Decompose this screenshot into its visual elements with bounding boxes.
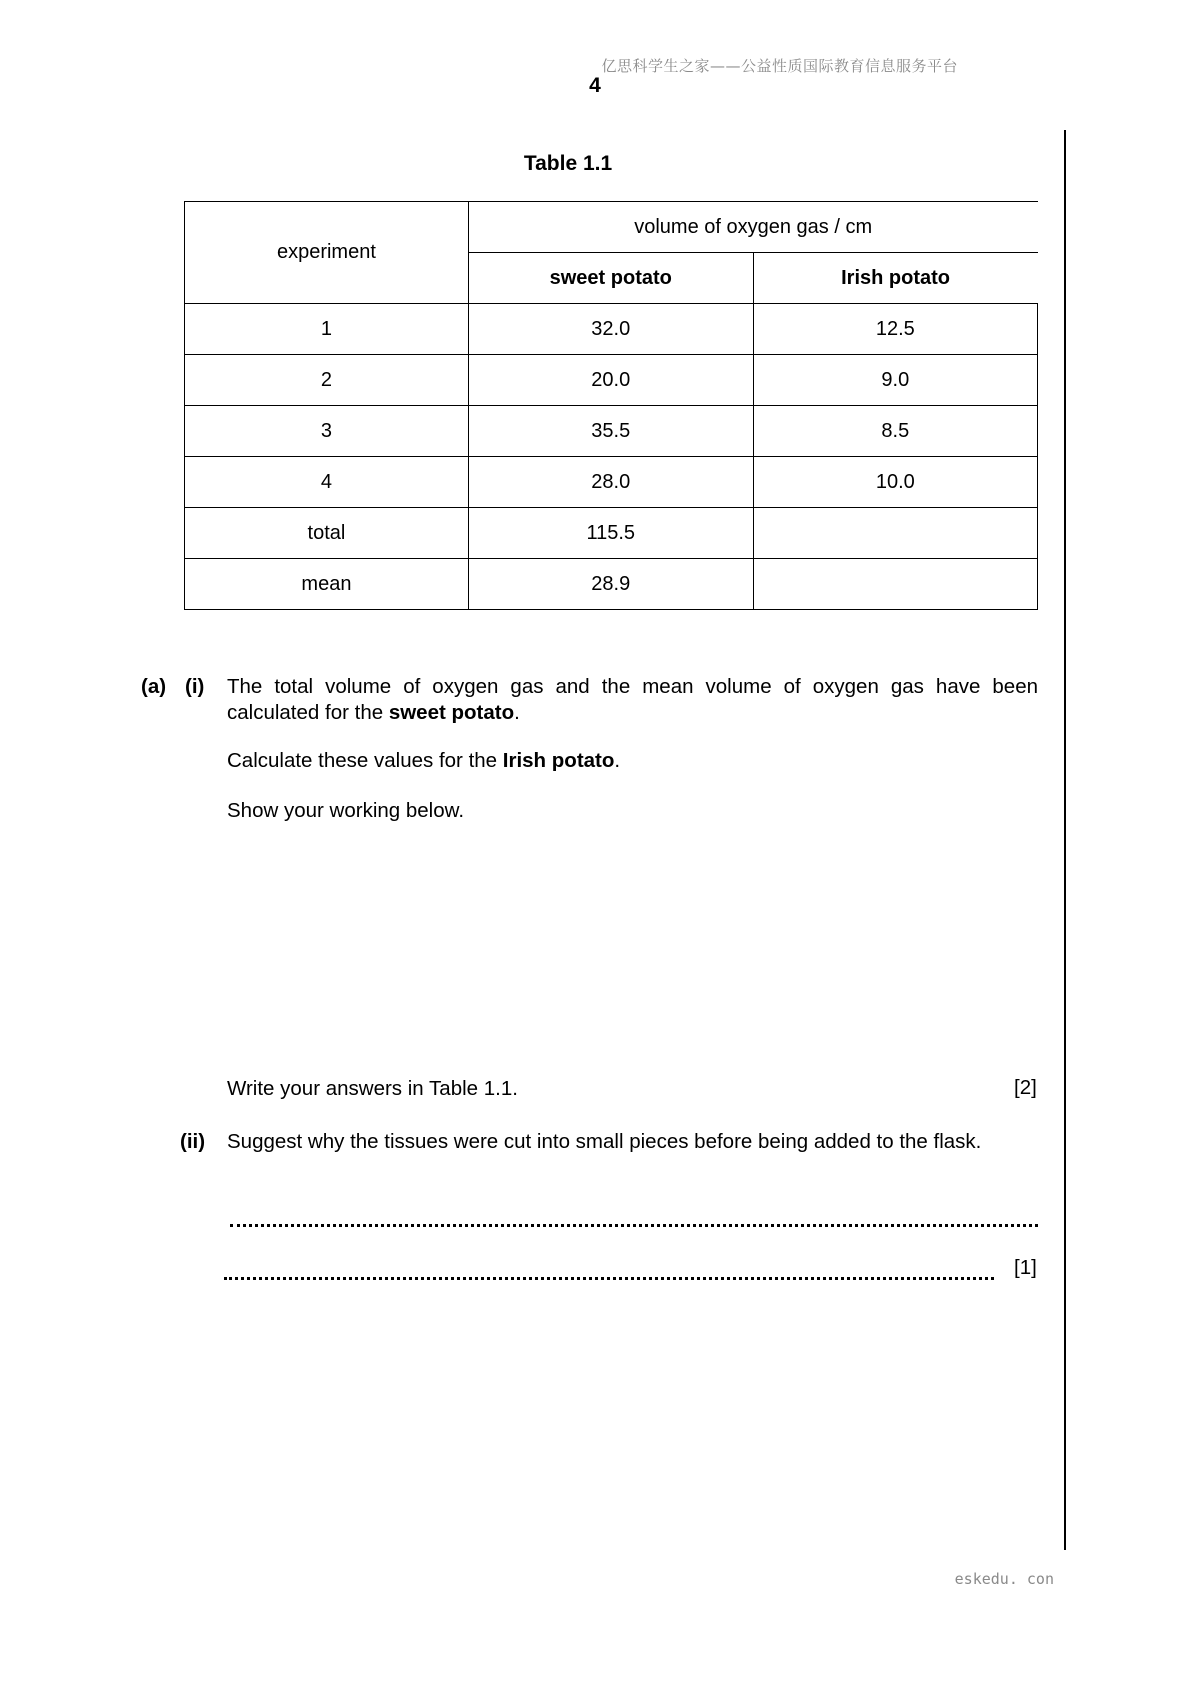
intro-bold: sweet potato <box>388 701 515 724</box>
table-row <box>185 355 1038 406</box>
calc-end: . <box>614 749 621 772</box>
question-a-ii-text: Suggest why the tissues were cut into small pieces before being added to the flask. <box>227 1130 982 1153</box>
header-watermark: 亿思科学生之家——公益性质国际教育信息服务平台 <box>601 57 958 75</box>
question-a-answers: Write your answers in Table 1.1. <box>227 1077 518 1100</box>
row-label: total <box>185 508 469 559</box>
table-header-volume: volume of oxygen gas / cm <box>468 202 1037 253</box>
row-label: 2 <box>185 355 469 406</box>
sweet-value: 35.5 <box>468 406 753 457</box>
sweet-total: 115.5 <box>468 508 753 559</box>
question-label-a: (a) <box>141 675 167 698</box>
sweet-value: 28.0 <box>468 457 753 508</box>
table-row <box>185 406 1038 457</box>
sweet-mean: 28.9 <box>468 559 753 610</box>
irish-mean-blank <box>753 559 1037 610</box>
table-row-total <box>185 508 1038 559</box>
footer-site: eskedu. con <box>954 1570 1054 1588</box>
calc-bold: Irish potato <box>502 749 615 772</box>
table-header-irish-potato: Irish potato <box>753 253 1037 304</box>
irish-value: 8.5 <box>753 406 1037 457</box>
intro-text: The total volume of oxygen gas and the mean volume of oxygen gas have been calculated for the <box>227 675 1038 724</box>
answer-line-2[interactable] <box>224 1277 994 1280</box>
table-row-mean <box>185 559 1038 610</box>
irish-value: 10.0 <box>753 457 1037 508</box>
irish-total-blank <box>753 508 1037 559</box>
table-row <box>185 304 1038 355</box>
sweet-value: 32.0 <box>468 304 753 355</box>
intro-end: . <box>514 701 520 724</box>
answer-line-1[interactable] <box>230 1224 1038 1227</box>
question-label-i: (i) <box>185 675 205 698</box>
irish-value: 12.5 <box>753 304 1037 355</box>
question-label-ii: (ii) <box>180 1130 206 1153</box>
row-label: 3 <box>185 406 469 457</box>
row-label: 4 <box>185 457 469 508</box>
marks-a-i: [2] <box>1014 1076 1037 1099</box>
table-title: Table 1.1 <box>523 152 613 175</box>
oxygen-volume-table <box>184 201 1038 610</box>
marks-a-ii: [1] <box>1014 1256 1037 1279</box>
table-row <box>185 457 1038 508</box>
question-a-working: Show your working below. <box>227 799 465 822</box>
irish-value: 9.0 <box>753 355 1037 406</box>
sweet-value: 20.0 <box>468 355 753 406</box>
page-number: 4 <box>589 74 601 97</box>
row-label: mean <box>185 559 469 610</box>
calc-text: Calculate these values for the <box>227 749 498 772</box>
question-a-intro <box>227 674 1038 726</box>
row-label: 1 <box>185 304 469 355</box>
table-header-experiment: experiment <box>185 202 469 304</box>
table-header-sweet-potato: sweet potato <box>468 253 753 304</box>
margin-line <box>1064 130 1066 1550</box>
question-a-calc <box>227 748 620 774</box>
